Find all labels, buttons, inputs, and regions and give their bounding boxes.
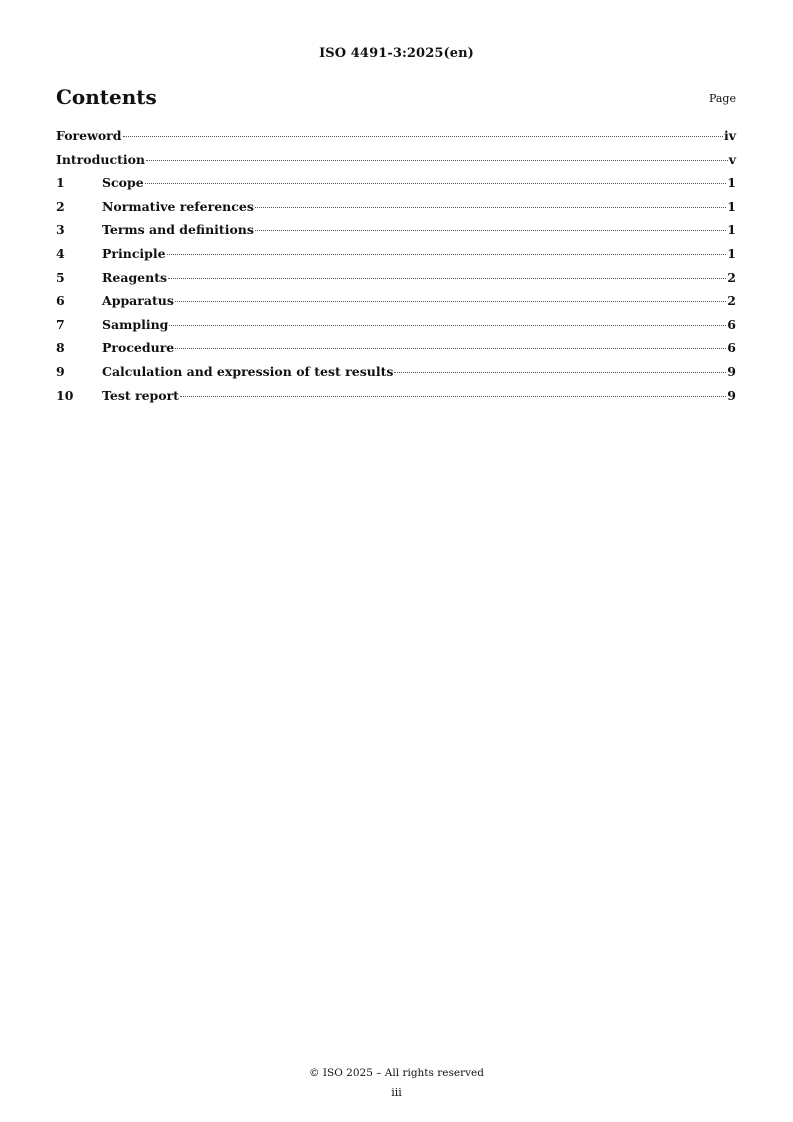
- toc-entry-title: Introduction: [56, 151, 146, 167]
- toc-entry-title: Procedure: [102, 340, 175, 356]
- toc-leader-dots: [145, 183, 727, 184]
- toc-entry-normative-references[interactable]: [56, 199, 736, 223]
- toc-leader-dots: [169, 325, 726, 326]
- toc-entry-apparatus[interactable]: [56, 293, 736, 317]
- toc-entry-number: 5: [56, 269, 65, 285]
- toc-entry-page: 6: [727, 340, 736, 356]
- contents-title: Contents: [56, 85, 157, 109]
- toc-leader-dots: [175, 301, 726, 302]
- toc-leader-dots: [123, 136, 723, 137]
- toc-entry-terms-and-definitions[interactable]: [56, 222, 736, 246]
- toc-entry-title: Normative references: [102, 198, 254, 214]
- toc-entry-page: 1: [727, 245, 736, 261]
- toc-entry-title: Apparatus: [102, 293, 174, 309]
- toc-entry-page: 9: [727, 387, 736, 403]
- toc-entry-introduction[interactable]: [56, 152, 736, 176]
- toc-leader-dots: [175, 348, 726, 349]
- toc-entry-page: 6: [727, 316, 736, 332]
- toc-entry-title: Calculation and expression of test results: [102, 363, 394, 379]
- toc-entry-number: 10: [56, 387, 74, 403]
- toc-entry-title: Terms and definitions: [102, 222, 254, 238]
- toc-entry-page: 1: [727, 175, 736, 191]
- document-id-header: ISO 4491-3:2025(en): [319, 46, 474, 61]
- toc-leader-dots: [167, 254, 727, 255]
- toc-entry-title: Test report: [102, 387, 179, 403]
- toc-entry-page: iv: [723, 128, 736, 143]
- copyright-notice: © ISO 2025 – All rights reserved: [309, 1067, 484, 1079]
- toc-leader-dots: [146, 160, 728, 161]
- toc-entry-principle[interactable]: [56, 246, 736, 270]
- toc-entry-page: 2: [727, 293, 736, 309]
- toc-entry-title: Reagents: [102, 269, 168, 285]
- toc-entry-page: v: [728, 151, 736, 167]
- table-of-contents: [56, 128, 736, 411]
- toc-entry-number: 9: [56, 363, 65, 379]
- toc-leader-dots: [394, 372, 726, 373]
- toc-entry-title: Principle: [102, 245, 166, 261]
- page-number: iii: [391, 1086, 402, 1099]
- toc-entry-title: Foreword: [56, 128, 122, 143]
- toc-entry-number: 2: [56, 198, 65, 214]
- toc-entry-scope[interactable]: [56, 175, 736, 199]
- toc-entry-procedure[interactable]: [56, 340, 736, 364]
- page-column-label: Page: [708, 92, 736, 105]
- toc-entry-sampling[interactable]: [56, 317, 736, 341]
- toc-entry-reagents[interactable]: [56, 270, 736, 294]
- toc-leader-dots: [168, 278, 726, 279]
- toc-entry-page: 2: [727, 269, 736, 285]
- toc-entry-page: 9: [727, 363, 736, 379]
- toc-entry-number: 6: [56, 293, 65, 309]
- toc-entry-number: 8: [56, 340, 65, 356]
- toc-entry-page: 1: [727, 222, 736, 238]
- toc-entry-number: 1: [56, 175, 65, 191]
- toc-leader-dots: [180, 396, 726, 397]
- toc-entry-number: 7: [56, 316, 65, 332]
- toc-entry-number: 4: [56, 245, 65, 261]
- toc-leader-dots: [255, 230, 726, 231]
- toc-entry-title: Scope: [102, 175, 144, 191]
- toc-entry-test-report[interactable]: [56, 388, 736, 412]
- toc-leader-dots: [255, 207, 726, 208]
- toc-entry-number: 3: [56, 222, 65, 238]
- toc-entry-calculation[interactable]: [56, 364, 736, 388]
- toc-entry-page: 1: [727, 198, 736, 214]
- toc-entry-title: Sampling: [102, 316, 169, 332]
- toc-entry-foreword[interactable]: [56, 128, 736, 152]
